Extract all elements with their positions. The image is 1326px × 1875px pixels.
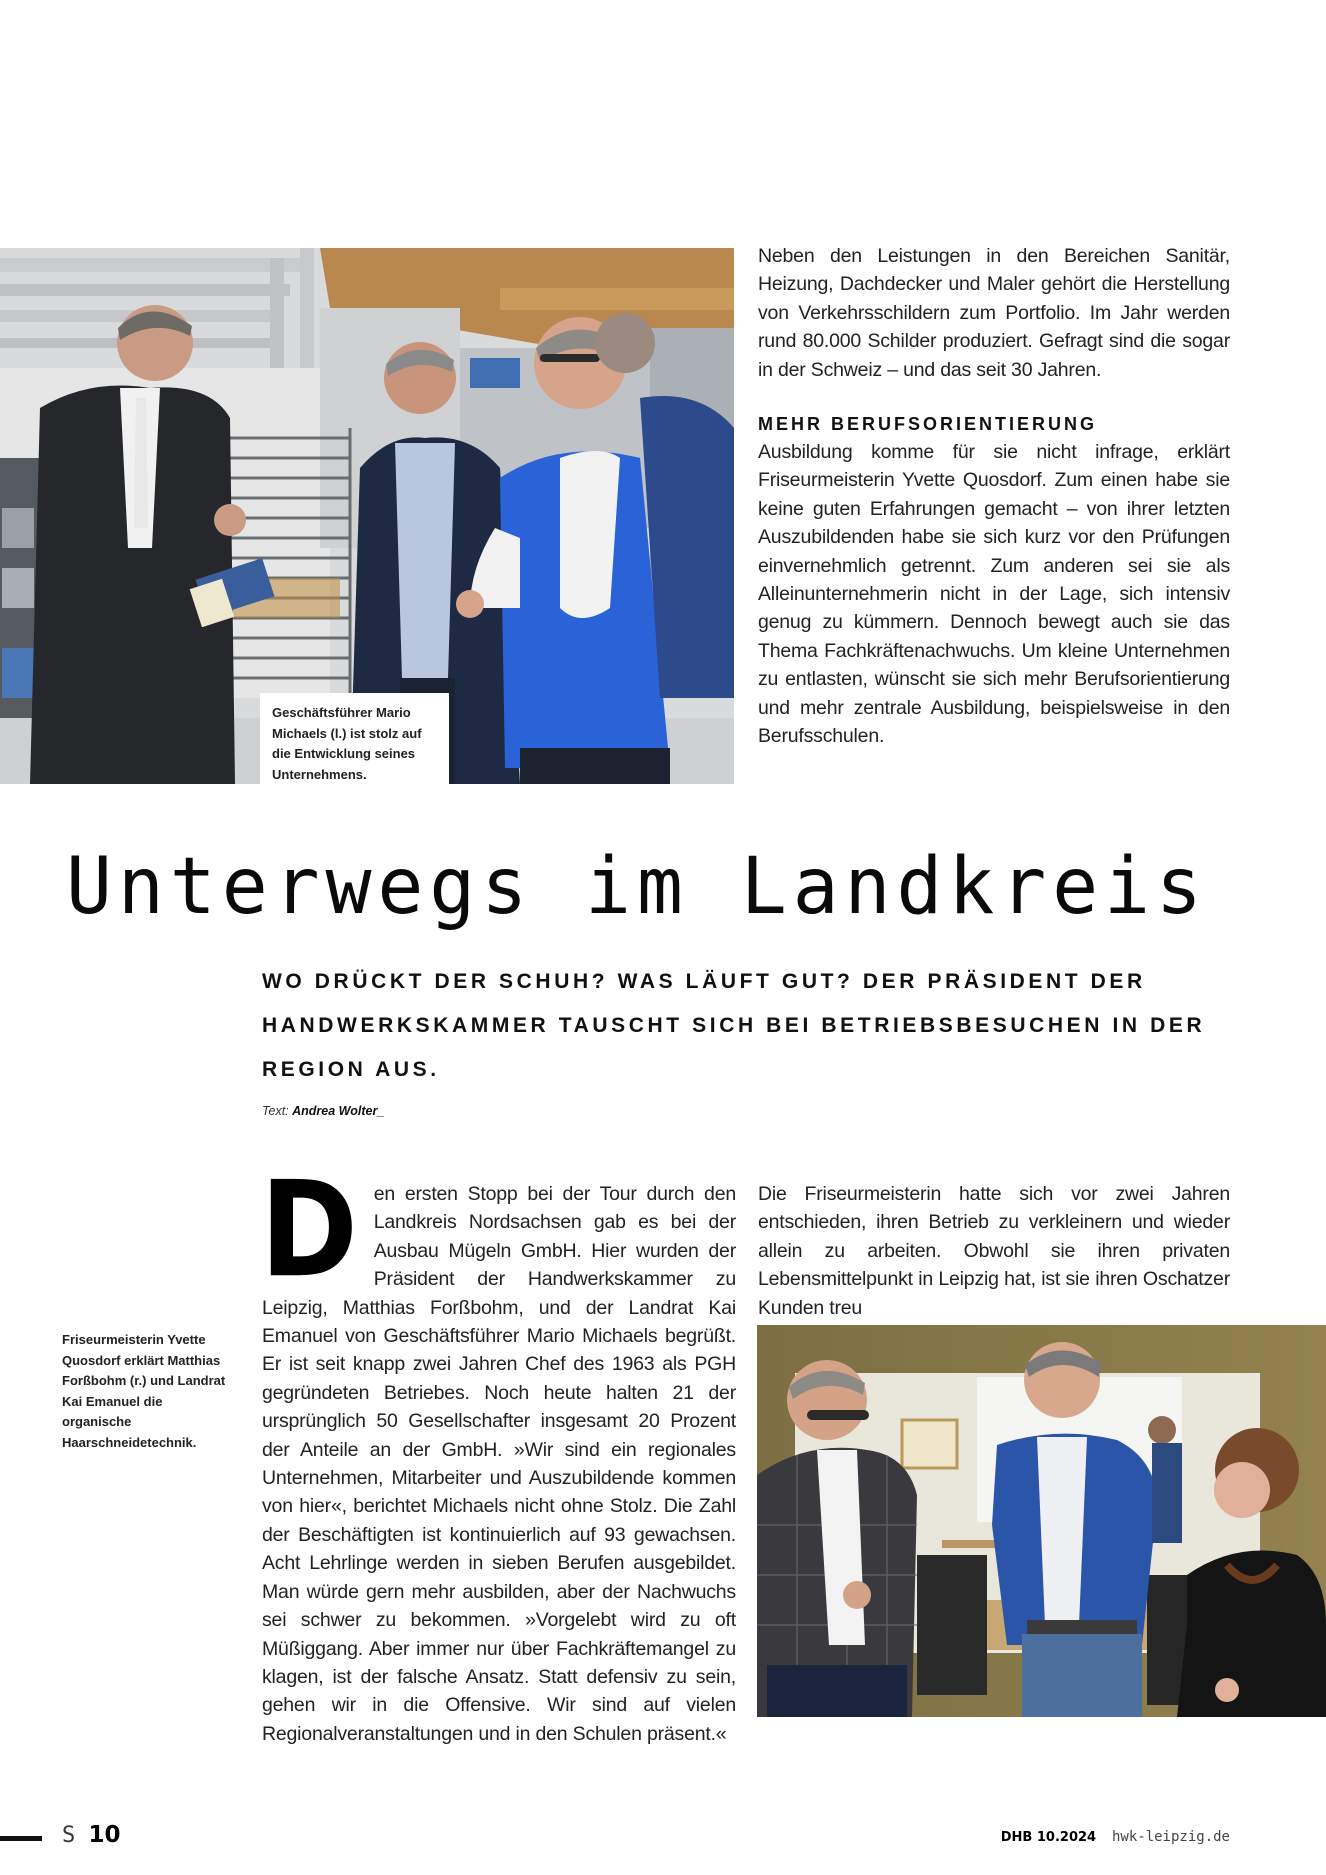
hair-salon-image — [757, 1325, 1326, 1717]
article-left-column — [260, 1152, 736, 1748]
article-right-column — [758, 1180, 1230, 1322]
byline-label: Text: — [262, 1104, 289, 1118]
byline — [262, 1104, 384, 1118]
website-link[interactable]: hwk-leipzig.de — [1111, 1829, 1230, 1845]
article-headline: Unterwegs im Landkreis — [66, 842, 1208, 932]
paragraph-ausbildung: Ausbildung komme für sie nicht infrage, erklärt Friseurmeisterin Yvette Quosdorf. Zum einen habe sie keine guten Erfahrungen gemacht – von ihrer letzten Auszubildenden habe sie sich kurz vor den Prüfungen einvernehmlich getrennt. Zum anderen sei sie als Alleinunternehmerin nicht in der Lage, sich intensiv genug zu kümmern. Dennoch bewegt auch sie das Thema Fachkräftenachwuchs. Um kleine Unternehmen zu entlasten, wünscht sie sich mehr Berufsorientierung und mehr zentrale Ausbildung, beispielsweise in den Berufsschulen. — [758, 441, 1230, 748]
paragraph-portfolio: Neben den Leistungen in den Bereichen Sanitär, Heizung, Dachdecker und Maler gehört die Herstellung von Verkehrsschildern zum Portfolio. Im Jahr werden rund 80.000 Schilder produziert. Gefragt sind die sogar in der Schweiz – und das seit 30 Jahren. — [758, 245, 1230, 381]
page-prefix: S — [62, 1823, 76, 1848]
byline-author: Andrea Wolter_ — [292, 1104, 385, 1118]
issue-label: DHB 10.2024 — [1000, 1830, 1097, 1845]
subheading-berufsorientierung: MEHR BERUFSORIENTIERUNG — [758, 414, 1098, 435]
right-column-top — [758, 242, 1230, 751]
footer-issue — [1001, 1828, 1230, 1845]
page-number — [62, 1822, 121, 1848]
photo1-caption — [260, 693, 449, 798]
article-lead: WO DRÜCKT DER SCHUH? WAS LÄUFT GUT? DER PRÄSIDENT DER HANDWERKSKAMMER TAUSCHT SICH BEI BETRIEBSBESUCHEN IN DER REGION AUS. — [262, 970, 1206, 1081]
footer-bar — [0, 1836, 42, 1841]
drop-cap: D — [260, 1152, 358, 1307]
photo-hair-salon — [757, 1325, 1326, 1717]
page-number-value: 10 — [88, 1822, 121, 1848]
paragraph-friseurmeisterin: Die Friseurmeisterin hatte sich vor zwei Jahren entschieden, ihren Betrieb zu verkleinern und wieder allein zu arbeiten. Obwohl sie ihren privaten Lebensmittelpunkt in Leipzig hat, ist sie ihren Oschatzer Kunden treu — [758, 1183, 1230, 1319]
photo1-caption-text: Geschäftsführer Mario Michaels (l.) ist stolz auf die Entwicklung seines Unternehmens. — [272, 705, 422, 782]
photo2-caption: Friseurmeisterin Yvette Quosdorf erklärt Matthias Forßbohm (r.) und Landrat Kai Emanuel die organische Haarschneidetechnik. — [62, 1332, 226, 1450]
article-body-text: en ersten Stopp bei der Tour durch den Landkreis Nordsachsen gab es bei der Ausbau Mügeln GmbH. Hier wurden der Präsident der Handwerkskammer zu Leipzig, Matthias Forßbohm, und der Landrat Kai Emanuel von Geschäftsführer Mario Michaels begrüßt. Er ist seit knapp zwei Jahren Chef des 1963 als PGH gegründeten Betriebes. Noch heute halten 21 der ursprünglich 50 Gesellschafter insgesamt 20 Prozent der Anteile an der GmbH. »Wir sind ein regionales Unternehmen, Mitarbeiter und Auszubildende kommen von hier«, berichtet Michaels nicht ohne Stolz. Die Zahl der Beschäftigten ist kontinuierlich auf 93 gewachsen. Acht Lehrlinge werden in sieben Berufen ausgebildet. Man würde gern mehr ausbilden, aber der Nachwuchs sei schwer zu bekommen. »Vorgelebt wird zu oft Müßiggang. Aber immer nur über Fachkräftemangel zu klagen, ist der falsche Ansatz. Statt defensiv zu sein, gehen wir in die Offensive. Wir sind auf vielen Regionalveranstaltungen und in den Schulen präsent.« — [262, 1183, 736, 1745]
